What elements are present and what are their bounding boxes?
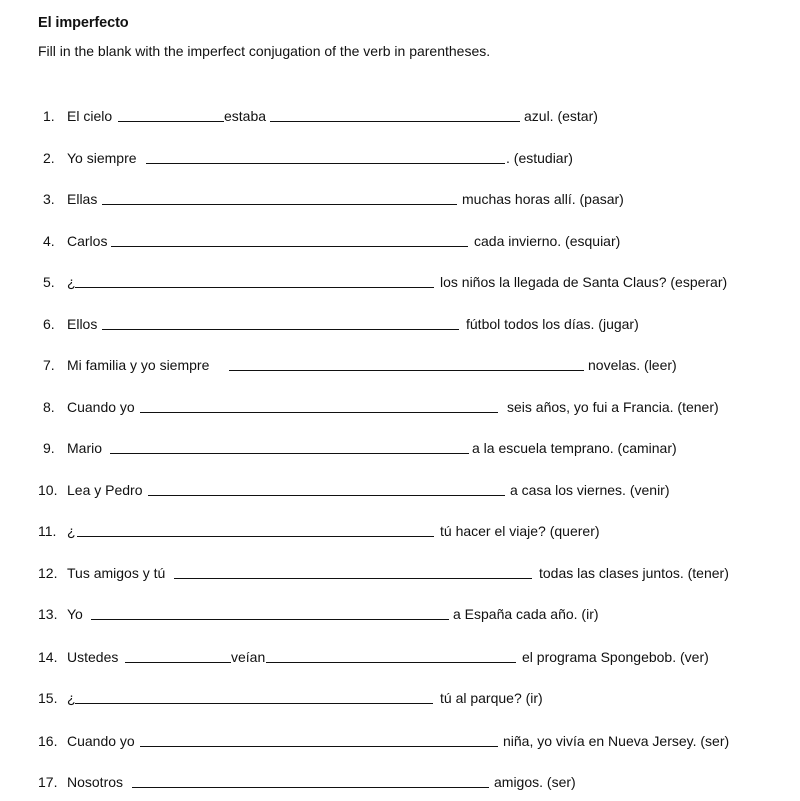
item-number: 1. <box>43 108 55 124</box>
item-number: 6. <box>43 316 55 332</box>
item-number: 4. <box>43 233 55 249</box>
item-prompt: ¿ <box>67 690 76 706</box>
item-prompt: Cuando yo <box>67 733 135 749</box>
item-number: 13. <box>38 606 58 622</box>
answer-blank[interactable] <box>110 453 469 454</box>
exercise-item-11 <box>0 521 800 543</box>
item-number: 3. <box>43 191 55 207</box>
item-prompt: Mi familia y yo siempre <box>67 357 210 373</box>
filled-answer: veían <box>231 649 266 665</box>
item-cue: a casa los viernes. (venir) <box>510 482 670 498</box>
item-cue: azul. (estar) <box>524 108 598 124</box>
answer-blank[interactable] <box>75 287 434 288</box>
exercise-item-16 <box>0 731 800 753</box>
exercise-item-17 <box>0 772 800 794</box>
item-cue: tú hacer el viaje? (querer) <box>440 523 600 539</box>
item-number: 5. <box>43 274 55 290</box>
item-number: 7. <box>43 357 55 373</box>
item-cue: tú al parque? (ir) <box>440 690 543 706</box>
exercise-item-9 <box>0 438 800 460</box>
item-cue: todas las clases juntos. (tener) <box>539 565 729 581</box>
exercise-item-15 <box>0 688 800 710</box>
item-prompt: Ellos <box>67 316 98 332</box>
item-prompt: El cielo <box>67 108 113 124</box>
item-number: 9. <box>43 440 55 456</box>
item-number: 8. <box>43 399 55 415</box>
answer-blank[interactable] <box>111 246 468 247</box>
item-number: 15. <box>38 690 58 706</box>
exercise-item-6 <box>0 314 800 336</box>
exercise-item-14 <box>0 647 800 669</box>
item-cue: . (estudiar) <box>506 150 573 166</box>
answer-blank-left[interactable] <box>118 121 224 122</box>
item-prompt: Yo siempre <box>67 150 137 166</box>
exercise-item-5 <box>0 272 800 294</box>
item-prompt: ¿ <box>67 523 76 539</box>
exercise-item-2 <box>0 148 800 170</box>
item-cue: seis años, yo fui a Francia. (tener) <box>507 399 719 415</box>
item-cue: muchas horas allí. (pasar) <box>462 191 624 207</box>
item-prompt: Nosotros <box>67 774 124 790</box>
answer-blank[interactable] <box>229 370 584 371</box>
item-cue: a la escuela temprano. (caminar) <box>472 440 677 456</box>
answer-blank-right[interactable] <box>270 121 520 122</box>
exercise-item-3 <box>0 189 800 211</box>
item-prompt: Yo <box>67 606 83 622</box>
item-cue: fútbol todos los días. (jugar) <box>466 316 639 332</box>
item-number: 16. <box>38 733 58 749</box>
answer-blank[interactable] <box>132 787 489 788</box>
answer-blank[interactable] <box>102 204 457 205</box>
item-cue: novelas. (leer) <box>588 357 677 373</box>
answer-blank[interactable] <box>140 412 498 413</box>
exercise-item-7 <box>0 355 800 377</box>
item-cue: los niños la llegada de Santa Claus? (esperar) <box>440 274 728 290</box>
item-number: 12. <box>38 565 58 581</box>
exercise-item-12 <box>0 563 800 585</box>
item-number: 14. <box>38 649 58 665</box>
item-cue: niña, yo vivía en Nueva Jersey. (ser) <box>503 733 730 749</box>
item-prompt: Ellas <box>67 191 98 207</box>
exercise-item-13 <box>0 604 800 626</box>
answer-blank[interactable] <box>102 329 459 330</box>
exercise-item-4 <box>0 231 800 253</box>
worksheet-title: El imperfecto <box>38 15 129 31</box>
exercise-item-10 <box>0 480 800 502</box>
item-cue: el programa Spongebob. (ver) <box>522 649 709 665</box>
item-prompt: Cuando yo <box>67 399 135 415</box>
item-cue: cada invierno. (esquiar) <box>474 233 621 249</box>
item-cue: a España cada año. (ir) <box>453 606 599 622</box>
item-number: 2. <box>43 150 55 166</box>
answer-blank[interactable] <box>174 578 532 579</box>
answer-blank[interactable] <box>146 163 505 164</box>
answer-blank-left[interactable] <box>125 662 231 663</box>
item-prompt: Lea y Pedro <box>67 482 143 498</box>
item-cue: amigos. (ser) <box>494 774 576 790</box>
item-prompt: Tus amigos y tú <box>67 565 166 581</box>
answer-blank-right[interactable] <box>266 662 516 663</box>
item-number: 10. <box>38 482 58 498</box>
item-prompt: ¿ <box>67 274 76 290</box>
answer-blank[interactable] <box>77 536 434 537</box>
answer-blank[interactable] <box>75 703 433 704</box>
filled-answer: estaba <box>224 108 267 124</box>
item-prompt: Mario <box>67 440 103 456</box>
worksheet-instructions: Fill in the blank with the imperfect conjugation of the verb in parentheses. <box>38 43 491 59</box>
item-prompt: Carlos <box>67 233 108 249</box>
exercise-item-8 <box>0 397 800 419</box>
item-number: 11. <box>38 523 57 539</box>
answer-blank[interactable] <box>140 746 498 747</box>
answer-blank[interactable] <box>148 495 505 496</box>
item-number: 17. <box>38 774 58 790</box>
exercise-item-1 <box>0 106 800 128</box>
answer-blank[interactable] <box>91 619 449 620</box>
item-prompt: Ustedes <box>67 649 119 665</box>
